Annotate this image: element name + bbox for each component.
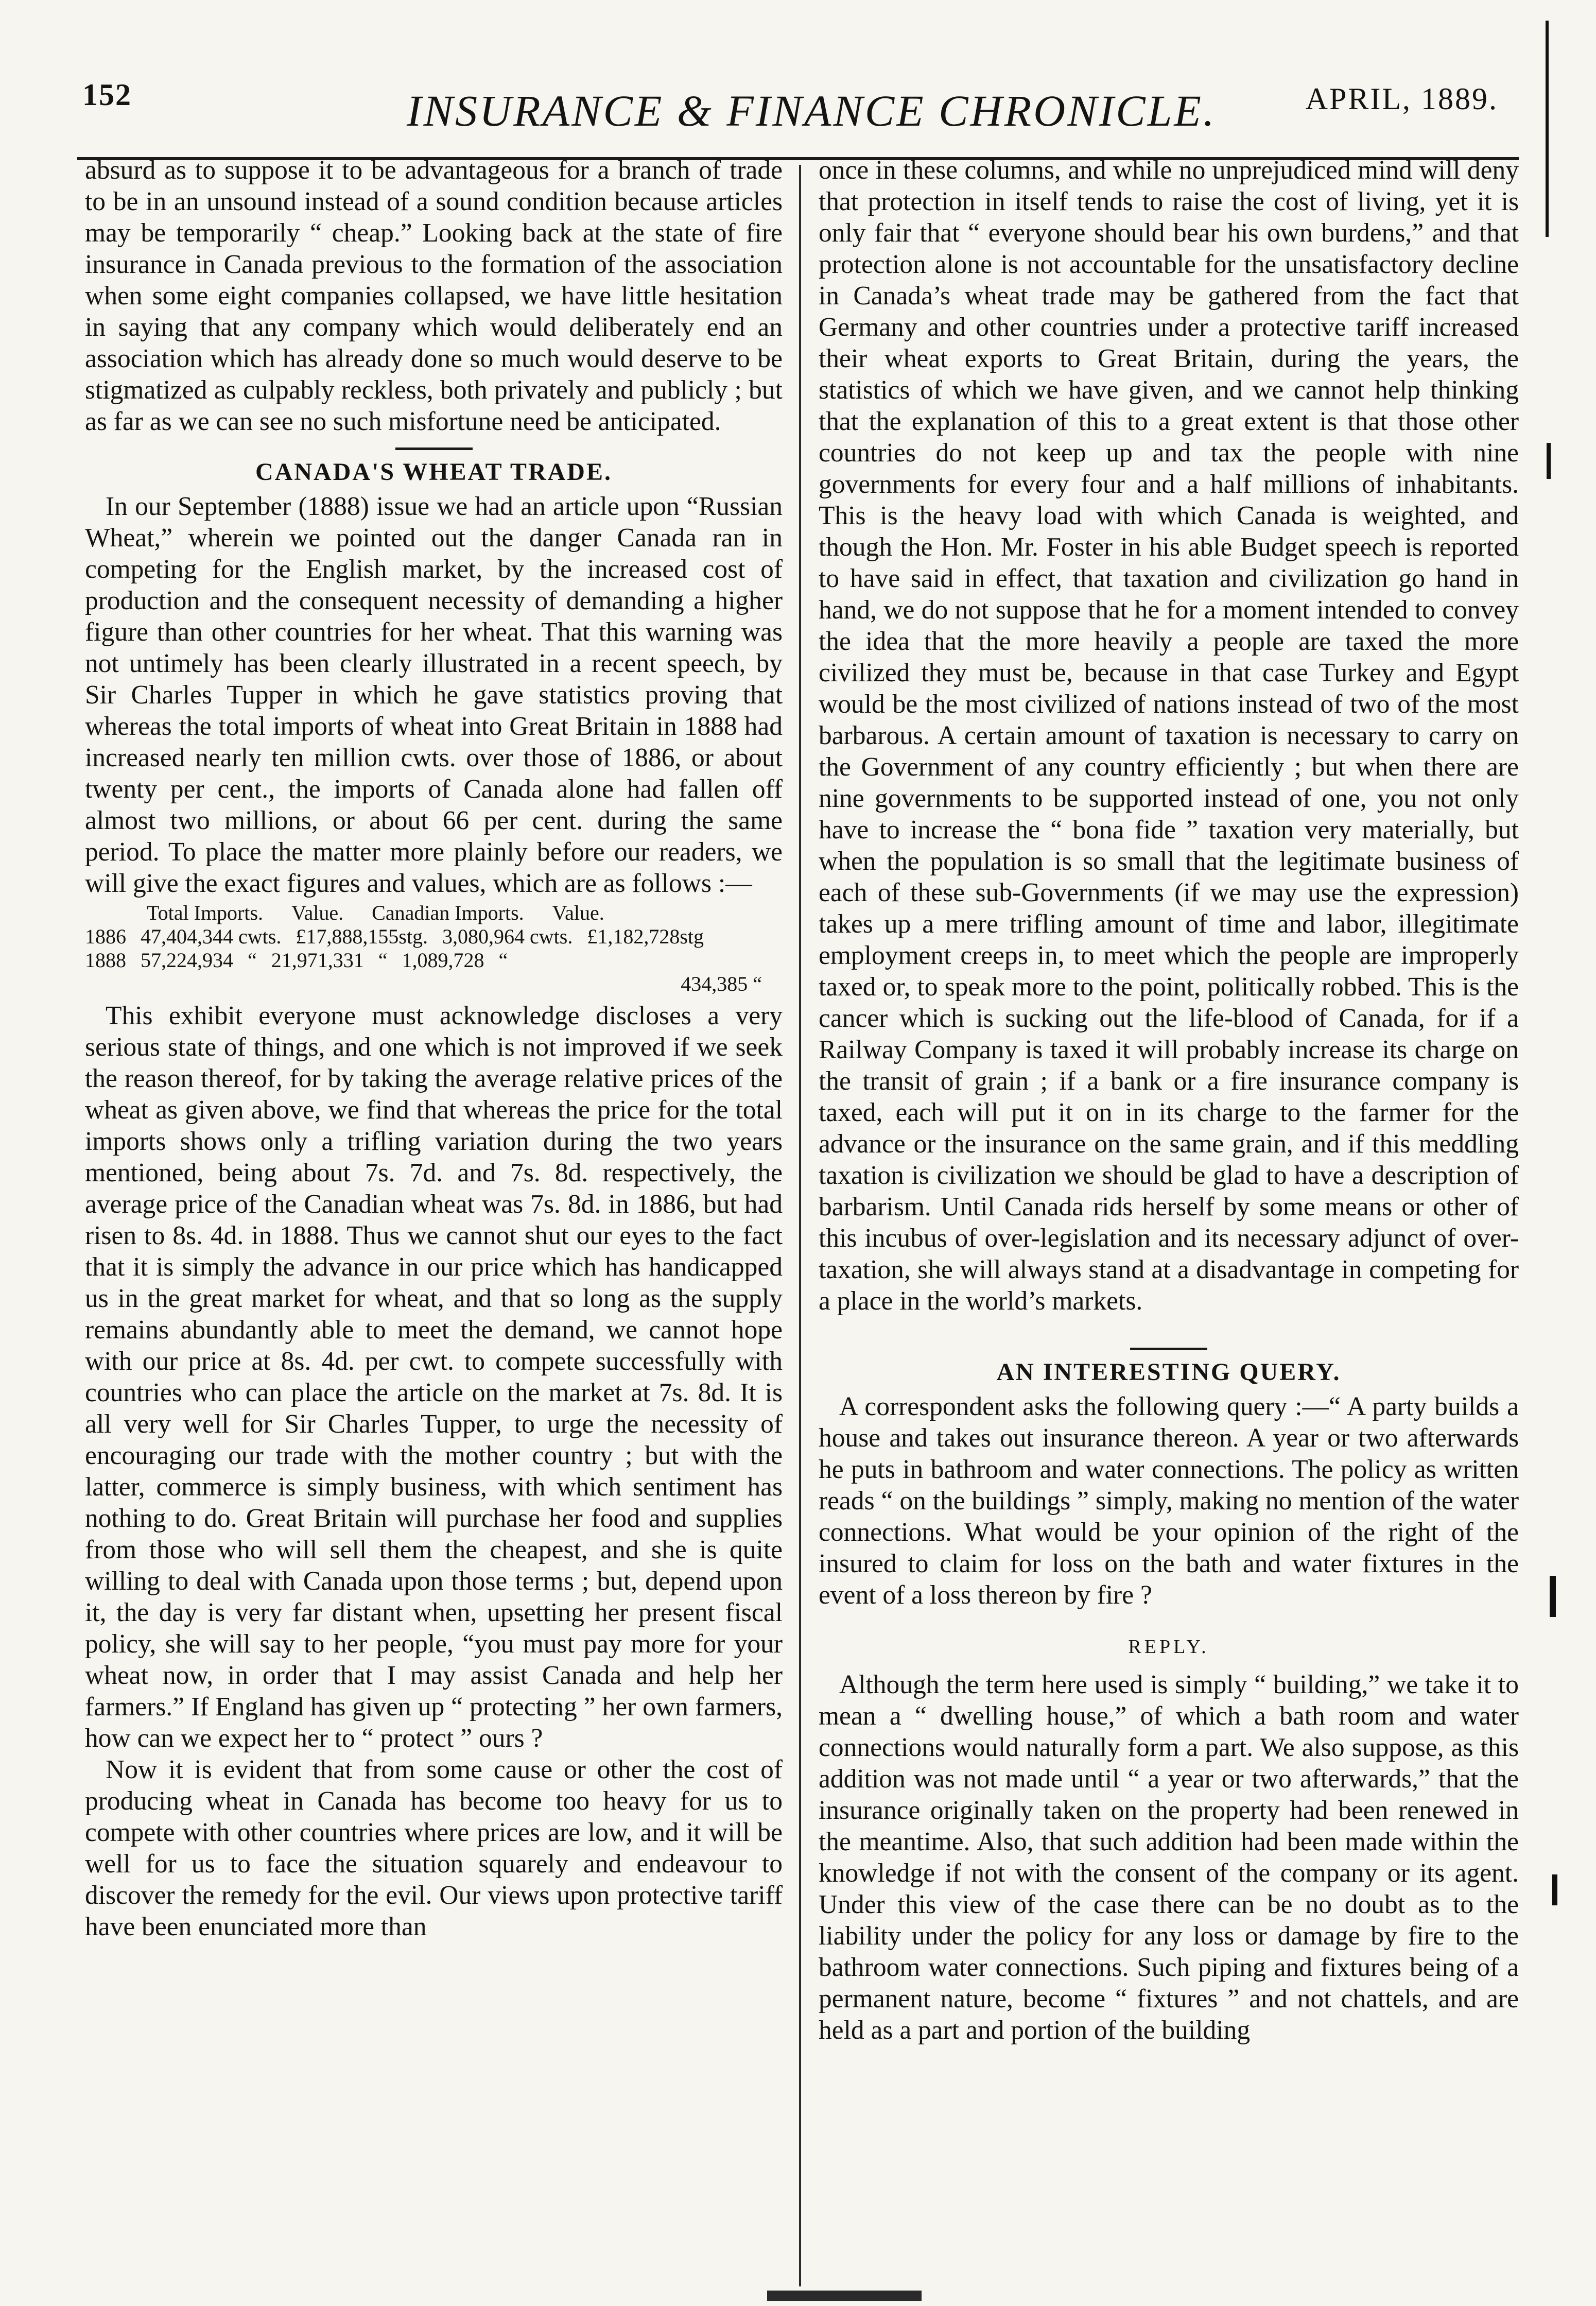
reply-paragraph: Although the term here used is simply “ building,” we take it to mean a “ dwelling house,” of which a bath room and water connections would naturally form a part. We also suppose, as this addition was not made until “ a year or two afterwards,” that the insurance originally taken on the property had been renewed in the meantime. Also, that such addition had been made within the knowledge if not with the consent of the company or its agent. Under this view of the case there can be no doubt as to the liability under the policy for any loss or damage by fire to the bathroom water connections. Such piping and fixtures being of a permanent nature, become “ fixtures ” and not chattels, and are held as a part and portion of the building — [819, 1670, 1519, 2045]
edge-mark — [1546, 21, 1549, 237]
statistics-row-1886 — [85, 925, 783, 949]
statistics-header-cell: Canadian Imports. — [372, 901, 524, 924]
edge-mark — [1547, 443, 1551, 479]
import-statistics-table — [85, 901, 783, 996]
statistics-cell: 21,971,331 — [271, 949, 364, 972]
section-rule — [395, 448, 473, 450]
article-paragraph: This exhibit everyone must acknowledge discloses a very serious state of things, and one which is not improved if we seek the reason thereof, for by taking the average relative prices of the wheat as given above, we find that whereas the price for the total imports shows only a trifling variation during the two years mentioned, being about 7s. 7d. and 7s. 8d. respectively, the average price of the Canadian wheat was 7s. 8d. in 1886, but had risen to 8s. 4d. in 1888. Thus we cannot shut our eyes to the fact that it is simply the advance in our price which has handicapped us in the great market for wheat, and that so long as the supply remains abundantly able to meet the demand, we cannot hope with our price at 8s. 4d. per cwt. to compete successfully with countries who can place the article on the market at 7s. 8d. It is all very well for Sir Charles Tupper, to urge the necessity of encouraging our trade with the mother country ; but with the latter, commerce is simply business, with which sentiment has nothing to do. Great Britain will purchase her food and supplies from those who will sell them the cheapest, and she is quite willing to deal with Canada upon those terms ; but, depend upon it, the day is very far distant when, upsetting her present fiscal policy, she will say to her people, “you must pay more for your wheat now, in order that I may assist Canada and help her farmers.” If England has given up “ protecting ” her own farmers, how can we expect her to “ protect ” ours ? — [85, 1001, 783, 1753]
page-number: 152 — [82, 78, 132, 112]
article-paragraph: In our September (1888) issue we had an article upon “Russian Wheat,” wherein we pointed out the danger Canada ran in competing for the English market, by the increased cost of production and the consequent necessity of demanding a higher figure than other countries for her wheat. That this warning was not untimely has been clearly illustrated in a recent speech, by Sir Charles Tupper in which he gave statistics proving that whereas the total imports of wheat into Great Britain in 1888 had increased nearly ten million cwts. over those of 1886, or about twenty per cent., the imports of Canada alone had fallen off almost two millions, or about 66 per cent. during the same period. To place the matter more plainly before our readers, we will give the exact figures and values, which are as follows :— — [85, 492, 783, 898]
statistics-row-1888 — [85, 949, 783, 972]
bottom-edge-mark — [767, 2291, 922, 2301]
statistics-cell: 1886 — [85, 925, 126, 948]
right-column — [819, 154, 1519, 2046]
statistics-cell: 57,224,934 — [141, 949, 233, 972]
page-header — [77, 62, 1519, 160]
reply-heading: REPLY. — [1128, 1636, 1209, 1658]
edge-mark — [1550, 1576, 1556, 1617]
statistics-cell: “ — [498, 949, 508, 972]
statistics-cell: £17,888,155stg. — [296, 925, 428, 948]
statistics-header-cell: Total Imports. — [147, 901, 264, 924]
column-divider — [799, 165, 801, 2286]
statistics-cell: “ — [248, 949, 257, 972]
article-heading-interesting-query: AN INTERESTING QUERY. — [996, 1358, 1341, 1386]
statistics-cell: 3,080,964 cwts. — [442, 925, 573, 948]
statistics-cell: £1,182,728stg — [587, 925, 704, 948]
statistics-header-row — [85, 901, 783, 925]
spacer — [819, 1317, 1519, 1337]
publication-title: INSURANCE & FINANCE CHRONICLE. — [407, 86, 1217, 135]
issue-date: APRIL, 1889. — [1305, 82, 1498, 116]
edge-mark — [1552, 1874, 1557, 1905]
article-paragraph: Now it is evident that from some cause or other the cost of producing wheat in Canada has become too heavy for us to compete with other countries where prices are low, and it will be well for us to face the situation squarely and endeavour to discover the remedy for the evil. Our views upon protective tariff have been enunciated more than — [85, 1755, 783, 1941]
statistics-header-cell: Value. — [552, 901, 604, 924]
query-paragraph: A correspondent asks the following query :—“ A party builds a house and takes out insurance thereon. A year or two afterwards he puts in bathroom and water connections. The policy as written reads “ on the buildings ” simply, making no mention of the water connections. What would be your opinion of the right of the insured to claim for loss on the bath and water fixtures in the event of a loss thereon by fire ? — [819, 1392, 1519, 1610]
statistics-cell: 1888 — [85, 949, 126, 972]
statistics-header-cell: Value. — [291, 901, 344, 924]
left-column — [85, 154, 783, 1942]
statistics-cell: 1,089,728 — [402, 949, 484, 972]
continued-paragraph: absurd as to suppose it to be advantageous for a branch of trade to be in an unsound instead of a sound condition because articles may be temporarily “ cheap.” Looking back at the state of fire insurance in Canada previous to the formation of the association when some eight companies collapsed, we have little hesitation in saying that any company which would deliberately end an association which has already done so much would deserve to be stigmatized as culpably reckless, both privately and publicly ; but as far as we can see no such misfortune need be anticipated. — [85, 156, 783, 436]
statistics-cell: 47,404,344 cwts. — [141, 925, 282, 948]
section-rule — [1130, 1348, 1207, 1350]
article-heading-wheat-trade: CANADA'S WHEAT TRADE. — [255, 458, 612, 486]
article-paragraph: once in these columns, and while no unprejudiced mind will deny that protection in itself tends to raise the cost of living, yet it is only fair that “ everyone should bear his own burdens,” and that protection alone is not accountable for the unsatisfactory decline in Canada’s wheat trade may be gathered from the fact that Germany and other countries under a protective tariff increased their wheat exports to Great Britain, during the years, the statistics of which we have given, and we cannot help thinking that the explanation of this to a great extent is that those other countries do not keep up and tax the people with nine governments for every four and a half millions of inhabitants. This is the heavy load with which Canada is weighted, and though the Hon. Mr. Foster in his able Budget speech is reported to have said in effect, that taxation and civilization go hand in hand, we do not suppose that he for a moment intended to convey the idea that the more heavily a people are taxed the more civilized they must be, because in that case Turkey and Egypt would be the most civilized of nations instead of two of the most barbarous. A certain amount of taxation is necessary to carry on the Government of any country efficiently ; but when there are nine governments to be supported instead of one, you not only have to increase the “ bona fide ” taxation very materially, but when the population is so small that the legitimate business of each of these sub-Governments (if we may use the expression) takes up a mere trifling amount of time and labor, illegitimate employment creeps in, to meet which the people are improperly taxed or, to speak more to the point, politically robbed. This is the cancer which is sucking out the life-blood of Canada, for if a Railway Company is taxed it will probably increase its charge on the transit of grain ; if a bank or a fire insurance company is taxed, each will put it on in its charge to the farmer for the advance or the insurance on the same grain, and if this meddling taxation is civilization we should be glad to have a description of barbarism. Until Canada rids herself by some means or other of this incubus of over-legislation and its necessary adjunct of over-taxation, she will always stand at a disadvantage in competing for a place in the world’s markets. — [819, 156, 1519, 1316]
statistics-row-1888-tail: 434,385 “ — [681, 972, 762, 995]
statistics-cell: “ — [378, 949, 388, 972]
